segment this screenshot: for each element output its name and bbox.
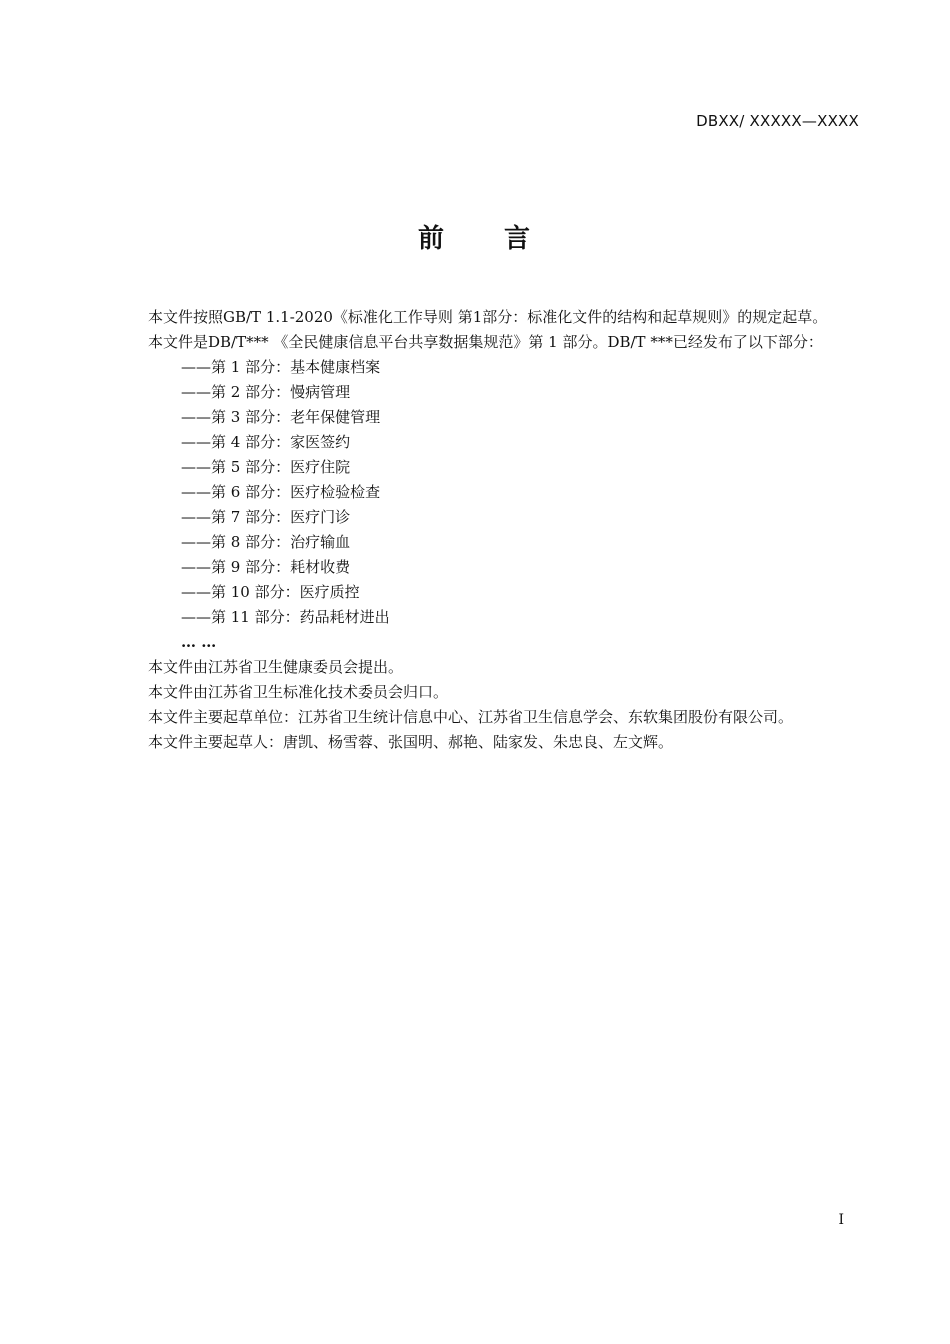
page-title (0, 218, 950, 255)
title-char-1: 前 (417, 224, 446, 254)
list-item: ——第 2 部分：慢病管理 (181, 383, 351, 401)
list-item: ——第 7 部分：医疗门诊 (181, 508, 351, 526)
page-number: I (838, 1212, 844, 1228)
paragraph-proposer: 本文件由江苏省卫生健康委员会提出。 (148, 658, 404, 676)
list-item: ——第 10 部分：医疗质控 (181, 583, 360, 601)
list-item: ——第 9 部分：耗材收费 (181, 558, 351, 576)
parts-list (114, 355, 860, 655)
list-item: ——第 4 部分：家医签约 (181, 433, 351, 451)
paragraph-series-intro: 本文件是DB/T*** 《全民健康信息平台共享数据集规范》第 1 部分。DB/T ***已经发布了以下部分： (148, 333, 823, 351)
list-item: ——第 5 部分：医疗住院 (181, 458, 351, 476)
paragraph-committee: 本文件由江苏省卫生标准化技术委员会归口。 (148, 683, 449, 701)
list-item: ——第 1 部分：基本健康档案 (181, 358, 381, 376)
list-ellipsis: … … (181, 633, 217, 651)
title-char-2: 言 (504, 224, 533, 254)
paragraph-drafters: 本文件主要起草人：唐凯、杨雪蓉、张国明、郝艳、陆家发、朱忠良、左文辉。 (148, 733, 674, 751)
foreword-body (114, 305, 860, 755)
list-item: ——第 8 部分：治疗输血 (181, 533, 351, 551)
paragraph-drafting-units: 本文件主要起草单位：江苏省卫生统计信息中心、江苏省卫生信息学会、东软集团股份有限公司。 (148, 708, 794, 726)
list-item: ——第 3 部分：老年保健管理 (181, 408, 381, 426)
document-code: DBXX/ XXXXX—XXXX (696, 112, 859, 130)
paragraph-drafting-rules: 本文件按照GB/T 1.1-2020《标准化工作导则 第1部分：标准化文件的结构和起草规则》的规定起草。 (148, 308, 828, 326)
list-item: ——第 11 部分：药品耗材进出 (181, 608, 390, 626)
list-item: ——第 6 部分：医疗检验检查 (181, 483, 381, 501)
